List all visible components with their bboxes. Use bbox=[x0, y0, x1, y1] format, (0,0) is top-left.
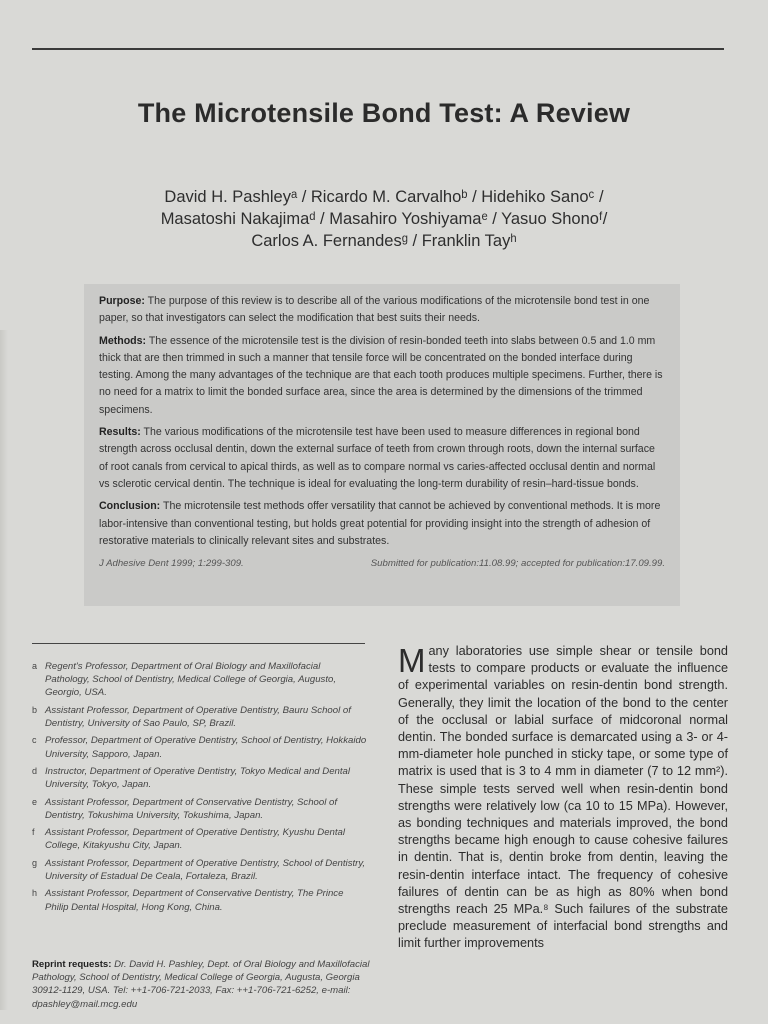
body-text-column bbox=[398, 643, 728, 953]
methods-label: Methods: bbox=[99, 334, 147, 347]
footnote-item bbox=[32, 734, 367, 760]
header-rule bbox=[32, 48, 724, 50]
abstract-conclusion bbox=[99, 498, 665, 550]
author-list bbox=[0, 186, 768, 252]
article-title: The Microtensile Bond Test: A Review bbox=[137, 98, 631, 128]
abstract-results bbox=[99, 424, 665, 493]
purpose-text: The purpose of this review is to describe all of the various modifications of the microtensile bond test in one paper, so that investigators can select the modification that best suits their needs. bbox=[99, 295, 650, 325]
footnote-item bbox=[32, 765, 367, 791]
results-text: The various modifications of the microtensile test have been used to measure differences in regional bond strength across occlusal dentin, down the external surface of teeth from crown through roots, down the internal surface of root canals from cervical to apical thirds, as well as to compare normal vs caries-affected occlusal dentin and normal vs sclerotic cervical dentin. The technique is ideal for evaluating the long-term durability of resin–hard-tissue bonds. bbox=[99, 426, 656, 490]
affiliation-footnotes bbox=[32, 660, 367, 918]
footnote-mark: h bbox=[32, 888, 38, 899]
conclusion-label: Conclusion: bbox=[99, 500, 161, 513]
footnote-item bbox=[32, 887, 367, 913]
drop-cap: M bbox=[398, 642, 426, 679]
author-line-1: David H. Pashleyᵃ / Ricardo M. Carvalhoᵇ / Hidehiko Sanoᶜ / bbox=[164, 188, 604, 206]
conclusion-text: The microtensile test methods offer versatility that cannot be achieved by conventional methods. It is more labor-intensive than conventional testing, but holds great potential for providing insight into the strength of adhesion of restorative materials to clinically relevant sites and substrates. bbox=[99, 500, 661, 547]
citation-row bbox=[99, 555, 665, 572]
page-gutter-shadow bbox=[0, 330, 8, 1010]
reprint-text: Dr. David H. Pashley, Dept. of Oral Biology and Maxillofacial Pathology, School of Dentistry, Medical College of Georgia, Augusta, Georgia 30912-1129, USA. Tel: ++1-706-721-2033, Fax: ++1-706-721-6252, e-mail: dpashley@mail.mcg.edu bbox=[32, 959, 370, 1010]
body-paragraph: any laboratories use simple shear or tensile bond tests to compare products or evaluate the influence of experimental variables on resin-dentin bond strength. Generally, they limit the location of the bond to the center of the occlusal or labial surface of midcoronal normal dentin. The bonded surface is demarcated using a 3- or 4-mm-diameter hole punched in sticky tape, or some type of matrix is used that is 3 to 4 mm in diameter (7 to 12 mm²). These simple tests served well when resin-dentin bond strengths were relatively low (ca 10 to 15 MPa). However, as bonding techniques and materials improved, the bond strengths became high enough to cause cohesive failures in dentin. That is, dentin broke from dentin, leaving the resin-dentin interface intact. The frequency of cohesive failures of dentin can be as high as 80% when bond strengths reach 25 MPa.⁸ Such failures of the substrate preclude measurement of interfacial bond strengths and limit further improvements bbox=[398, 644, 728, 951]
footnote-rule bbox=[32, 643, 365, 644]
journal-citation: J Adhesive Dent 1999; 1:299-309. bbox=[99, 558, 244, 570]
purpose-label: Purpose: bbox=[99, 295, 145, 307]
footnote-mark: b bbox=[32, 704, 38, 715]
footnote-text: Instructor, Department of Operative Dentistry, Tokyo Medical and Dental University, Tokyo, Japan. bbox=[45, 765, 351, 791]
footnote-mark: e bbox=[32, 796, 38, 807]
footnote-item bbox=[32, 796, 367, 822]
reprint-requests bbox=[32, 958, 372, 1011]
footnote-text: Assistant Professor, Department of Conservative Dentistry, The Prince Philip Dental Hospital, Hong Kong, China. bbox=[45, 888, 344, 913]
footnote-item bbox=[32, 704, 367, 730]
footnote-text: Assistant Professor, Department of Operative Dentistry, Bauru School of Dentistry, University of Sao Paulo, SP, Brazil. bbox=[45, 704, 351, 729]
footnote-text: Regent's Professor, Department of Oral Biology and Maxillofacial Pathology, School of Dentistry, Medical College of Georgia, Augusto, Georgio, USA. bbox=[45, 661, 336, 699]
author-line-2: Masatoshi Nakajimaᵈ / Masahiro Yoshiyamaᵉ / Yasuo Shonoᶠ/ bbox=[160, 210, 608, 228]
abstract-purpose bbox=[99, 293, 665, 328]
footnote-text: Assistant Professor, Department of Operative Dentistry, Kyushu Dental College, Kitakyushu City, Japan. bbox=[45, 827, 346, 852]
footnote-mark: d bbox=[32, 765, 38, 776]
author-line-3: Carlos A. Fernandesᵍ / Franklin Tayʰ bbox=[251, 232, 517, 250]
footnote-text: Professor, Department of Operative Dentistry, School of Dentistry, Hokkaido University, Sapporo, Japan. bbox=[45, 735, 367, 760]
footnote-item bbox=[32, 857, 367, 883]
submission-dates: Submitted for publication:11.08.99; accepted for publication:17.09.99. bbox=[370, 558, 665, 570]
abstract-methods bbox=[99, 333, 665, 419]
results-label: Results: bbox=[99, 426, 141, 439]
footnote-mark: a bbox=[32, 661, 38, 671]
reprint-label: Reprint requests: bbox=[32, 959, 112, 970]
footnote-mark: g bbox=[32, 857, 38, 868]
footnote-item bbox=[32, 826, 367, 852]
abstract-box bbox=[84, 284, 680, 606]
footnote-mark: f bbox=[32, 827, 35, 838]
footnote-item bbox=[32, 660, 367, 700]
footnote-mark: c bbox=[32, 735, 37, 746]
footnote-text: Assistant Professor, Department of Conservative Dentistry, School of Dentistry, Tokushima University, Tokushima, Japan. bbox=[45, 796, 338, 821]
methods-text: The essence of the microtensile test is the division of resin-bonded teeth into slabs between 0.5 and 1.0 mm thick that are then trimmed in such a manner that tensile force will be concentrated on the bonded interface during testing. Among the many advantages of the technique are that each tooth produces multiple specimens. Further, there is no need for a matrix to limit the bonded surface area, since the area is determined by the dimensions of the trimmed specimens. bbox=[99, 334, 663, 416]
footnote-text: Assistant Professor, Department of Operative Dentistry, School of Dentistry, University of Estadual De Ceala, Fortaleza, Brazil. bbox=[45, 857, 366, 882]
